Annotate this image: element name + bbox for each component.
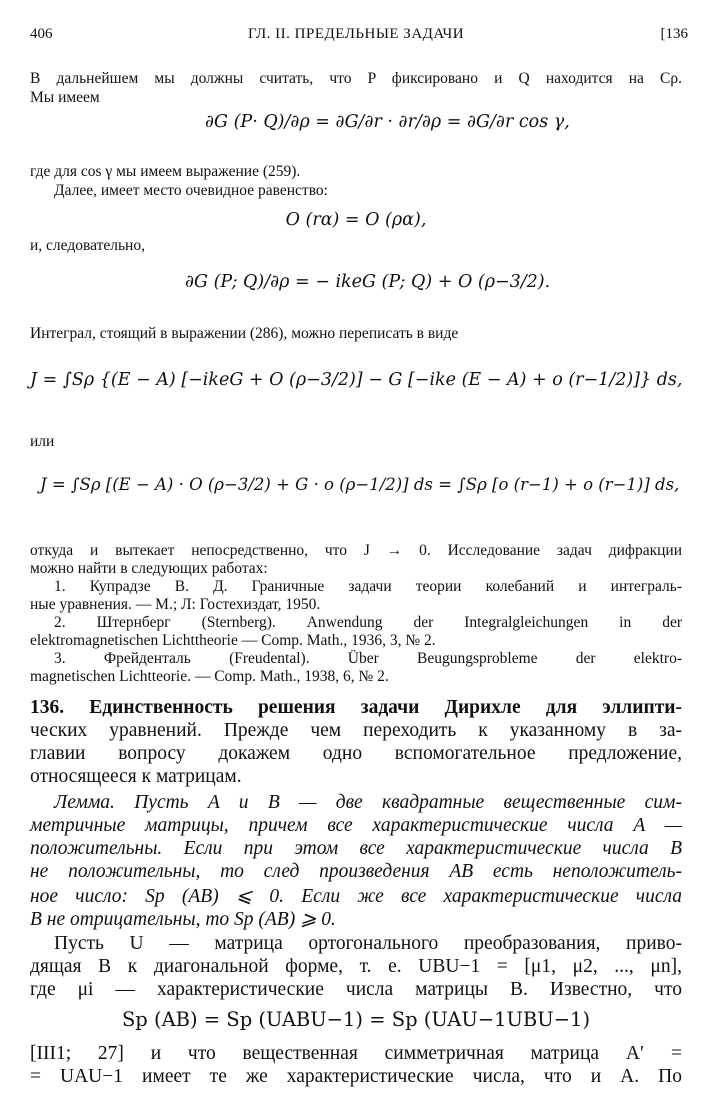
reference-item: ные уравнения. — М.; Л: Гостехиздат, 1950. bbox=[30, 596, 321, 613]
lemma-line: Лемма. Пусть A и B — две квадратные вещественные сим- bbox=[54, 792, 682, 813]
text-line: и, следовательно, bbox=[30, 237, 145, 254]
formula-integral-j: J = ∫Sρ {(E − A) [−ikeG + O (ρ−3/2)] − G [−ike (E − A) + o (r−1/2)]} ds, bbox=[30, 370, 683, 390]
text-line: или bbox=[30, 433, 55, 450]
text-line: Интеграл, стоящий в выражении (286), можно переписать в виде bbox=[30, 325, 459, 342]
chapter-title: ГЛ. II. ПРЕДЕЛЬНЫЕ ЗАДАЧИ bbox=[247, 26, 465, 42]
text-line: Далее, имеет место очевидное равенство: bbox=[54, 182, 328, 199]
lemma-line: ное число: Sp (AB) ⩽ 0. Если же все характеристические числа bbox=[30, 886, 682, 907]
section-marker: [136 bbox=[660, 26, 688, 42]
formula-normal-derivative: ∂G (P; Q)/∂ρ = − ikeG (P; Q) + O (ρ−3/2). bbox=[185, 272, 551, 292]
page-number: 406 bbox=[30, 26, 53, 42]
formula-derivative-chain: ∂G (P· Q)/∂ρ = ∂G/∂r · ∂r/∂ρ = ∂G/∂r cos γ, bbox=[205, 112, 570, 132]
text-line: можно найти в следующих работах: bbox=[30, 560, 268, 577]
formula-order-equality: O (rα) = O (ρα), bbox=[285, 210, 427, 230]
lemma-line: положительны. Если при этом все характеристические числа B bbox=[30, 838, 682, 859]
lemma-line: метричные матрицы, причем все характеристические числа A — bbox=[30, 815, 682, 836]
formula-integral-j-estimate: J = ∫Sρ [(E − A) · O (ρ−3/2) + G · o (ρ−1/2)] ds = ∫Sρ [o (r−1) + o (r−1)] ds, bbox=[40, 475, 680, 494]
text-line: дящая B к диагональной форме, т. е. UBU−1 = [μ1, μ2, ..., μn], bbox=[30, 956, 682, 977]
reference-item: 1. Купрадзе В. Д. Граничные задачи теории колебаний и интеграль- bbox=[54, 578, 682, 595]
text-line: относящееся к матрицам. bbox=[30, 766, 242, 787]
formula-trace-equality: Sp (AB) = Sp (UABU−1) = Sp (UAU−1UBU−1) bbox=[121, 1008, 591, 1031]
reference-item: 2. Штернберг (Sternberg). Anwendung der Integralgleichungen in der bbox=[54, 614, 682, 631]
text-line: [III1; 27] и что вещественная симметричная матрица A′ = bbox=[30, 1043, 682, 1064]
section-heading: 136. Единственность решения задачи Дирихле для эллипти- bbox=[30, 697, 682, 718]
text-line: откуда и вытекает непосредственно, что J → 0. Исследование задач дифракции bbox=[30, 542, 682, 559]
lemma-line: не положительны, то след произведения AB есть неположитель- bbox=[30, 861, 682, 882]
lemma-line: B не отрицательны, то Sp (AB) ⩾ 0. bbox=[30, 909, 336, 930]
text-line: Мы имеем bbox=[30, 89, 100, 106]
text-line: = UAU−1 имеет те же характеристические числа, что и A. По bbox=[30, 1066, 682, 1087]
text-line: В дальнейшем мы должны считать, что P фиксировано и Q находится на Cρ. bbox=[30, 70, 682, 87]
reference-item: elektromagnetischen Lichttheorie — Comp. Math., 1936, 3, № 2. bbox=[30, 632, 436, 649]
text-line: ческих уравнений. Прежде чем переходить к указанному в за- bbox=[30, 720, 682, 741]
reference-item: 3. Фрейденталь (Freudental). Über Beugungsprobleme der elektro- bbox=[54, 650, 682, 667]
text-line: где для cos γ мы имеем выражение (259). bbox=[30, 163, 301, 180]
text-line: где μi — характеристические числа матрицы B. Известно, что bbox=[30, 979, 682, 1000]
reference-item: magnetischen Lichtteorie. — Comp. Math., 1938, 6, № 2. bbox=[30, 668, 389, 685]
text-line: Пусть U — матрица ортогонального преобразования, приво- bbox=[54, 933, 682, 954]
text-line: главии вопросу докажем одно вспомогательное предложение, bbox=[30, 743, 682, 764]
